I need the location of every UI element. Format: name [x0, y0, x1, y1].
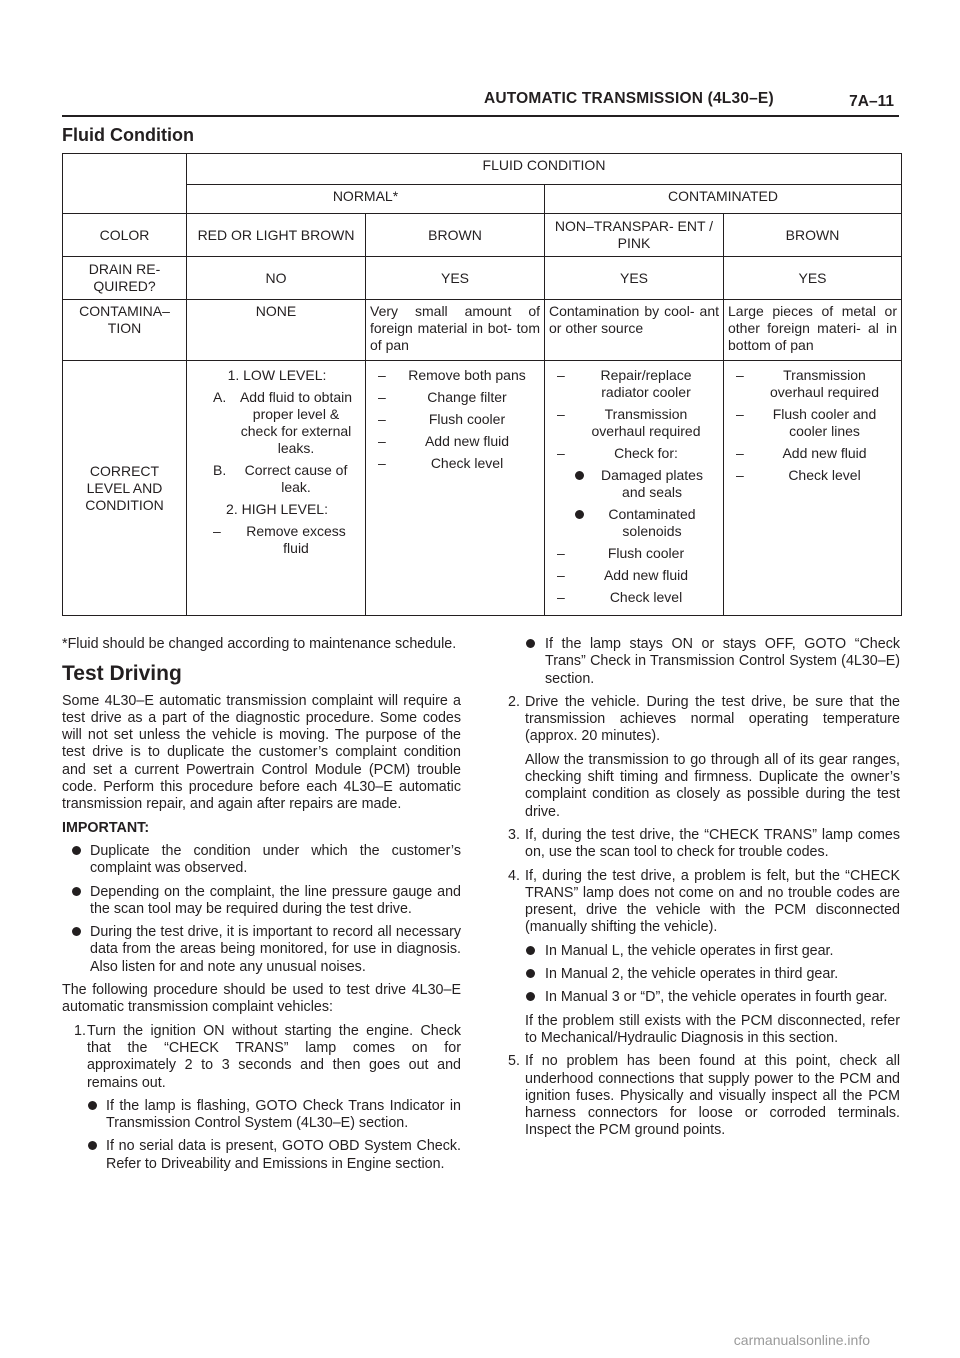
row-label-drain: DRAIN RE- QUIRED? [63, 257, 187, 300]
bullet-item: If the lamp stays ON or stays OFF, GOTO “Check Trans” Check in Transmission Control System (4L30–E) section. [500, 636, 900, 688]
table-cell: Very small amount of foreign material in bot- tom of pan [366, 300, 545, 361]
list-item [555, 406, 715, 440]
list-item [555, 506, 715, 540]
table-cell: BROWN [366, 214, 545, 257]
list-item: A. Add fluid to obtain proper level & check for external leaks. [213, 389, 353, 456]
dash-marker: – [557, 445, 565, 461]
list-item [734, 467, 893, 484]
list-item-text: Duplicate the condition under which the customer’s complaint was observed. [90, 842, 461, 877]
list-item [555, 467, 715, 501]
table-row [63, 257, 902, 300]
normal-header-cell: NORMAL* [187, 185, 545, 214]
bullet-icon [526, 636, 535, 653]
table-subheader-row [63, 185, 902, 214]
left-column [62, 636, 461, 1179]
dash-marker: – [378, 455, 386, 471]
table-row [63, 361, 902, 616]
list-item [376, 367, 536, 384]
bullet-icon [88, 1098, 97, 1115]
list-item-text: Repair/replace radiator cooler [600, 367, 692, 400]
list-item-text: Depending on the complaint, the line pressure gauge and the scan tool may be required during the test drive. [90, 883, 461, 917]
table-cell: Large pieces of metal or other foreign materi- al in bottom of pan [724, 300, 902, 361]
list-item-text: During the test drive, it is important to record all necessary data from the areas being monitored, for use in diagnosis. Also listen for and note any unusual noises. [90, 924, 461, 975]
list-item [734, 406, 893, 440]
list-item [376, 389, 536, 406]
list-item [376, 411, 536, 428]
bullet-icon [72, 924, 81, 941]
list-item [62, 884, 461, 919]
dash-marker: – [736, 406, 744, 422]
actions-cell-2 [366, 361, 545, 616]
step-4-note: If the problem still exists with the PCM disconnected, refer to Mechanical/Hydraulic Diagnosis in this section. [525, 1012, 900, 1046]
list-item-text: Contaminated solenoids [608, 506, 696, 539]
page-header [0, 0, 960, 120]
table-cell: NO [187, 257, 366, 300]
list-item-text: Flush cooler [607, 545, 685, 561]
table-cell: BROWN [724, 214, 902, 257]
bullet-icon [526, 943, 535, 960]
list-item-text: If the lamp is flashing, GOTO Check Trans Indicator in Transmission Control System (4L30–E) section. [106, 1097, 461, 1132]
step-1: 1. Turn the ignition ON without starting the engine. Check that the “CHECK TRANS” lamp comes on for approximately 2 to 3 seconds and then goes out and remains out. [74, 1022, 461, 1091]
table-cell: YES [724, 257, 902, 300]
table-header-row [63, 154, 902, 185]
bullet-icon [72, 843, 81, 860]
low-high-level-cell [187, 361, 366, 616]
list-item [500, 966, 900, 983]
step-1-bullets [62, 1098, 461, 1173]
bullet-icon [526, 989, 535, 1006]
list-item-text: Flush cooler [428, 411, 506, 427]
important-label: IMPORTANT: [62, 819, 150, 836]
list-item [734, 367, 893, 401]
row-label-correct: CORRECT LEVEL AND CONDITION [63, 361, 187, 616]
list-item-text: Transmission overhaul required [770, 367, 879, 400]
list-item-text: Check for: [614, 445, 678, 461]
list-item [62, 1098, 461, 1133]
procedure-intro: The following procedure should be used to test drive 4L30–E automatic transmission complaint vehicles: [62, 982, 461, 1016]
bullet-icon [88, 1138, 97, 1155]
intro-paragraph: Some 4L30–E automatic transmission complaint will require a test drive as a part of the diagnostic procedure. Some codes will not set unless the vehicle is moving. The purpose of the test drive is to duplicate the customer’s complaint condition and set a current Powertrain Control Module (PCM) trouble code. Perform this procedure before each 4L30–E automatic transmission repair, and again after repairs are made. [62, 692, 461, 813]
table-cell: YES [545, 257, 724, 300]
right-column [500, 636, 900, 1146]
list-item-text: Transmission overhaul required [591, 406, 701, 439]
actions-cell-4 [724, 361, 902, 616]
step-5: 5. If no problem has been found at this point, check all underhood connections that supply power to the PCM and ignition fuses. Physically and visually inspect all the PCM harness connectors for loose or corroded terminals. Inspect the PCM ground points. [508, 1053, 900, 1139]
step-2: 2. Drive the vehicle. During the test drive, be sure that the transmission achieves normal operating temperature (approx. 20 minutes). [508, 693, 900, 745]
header-rule [62, 115, 899, 117]
list-item-text: If no serial data is present, GOTO OBD System Check. Refer to Driveability and Emissions in Engine section. [106, 1138, 461, 1172]
row-label-contamination: CONTAMINA– TION [63, 300, 187, 361]
dash-marker: – [557, 367, 565, 383]
list-item-text: Remove both pans [408, 367, 526, 383]
row-label-color: COLOR [63, 214, 187, 257]
watermark: carmanualsonline.info [733, 1332, 870, 1348]
list-item [555, 445, 715, 462]
bullet-icon [575, 506, 584, 523]
list-item-text: Damaged plates and seals [601, 467, 703, 500]
list-item [62, 924, 461, 976]
dash-marker: – [557, 567, 565, 583]
group-header-cell: FLUID CONDITION [187, 154, 902, 185]
list-item: 2. HIGH LEVEL: [226, 501, 328, 517]
list-item-text: Add new fluid [603, 567, 689, 583]
list-item [376, 433, 536, 450]
list-item-text: Flush cooler and cooler lines [772, 406, 877, 439]
bullet-icon [72, 884, 81, 901]
dash-marker: – [736, 445, 744, 461]
list-item-text: Check level [609, 589, 683, 605]
dash-marker: – [378, 433, 386, 449]
list-item-text: Check level [788, 467, 861, 483]
dash-marker: – [557, 406, 565, 422]
actions-cell-3 [545, 361, 724, 616]
list-item [62, 1138, 461, 1173]
table-row [63, 214, 902, 257]
list-item-text: Check level [430, 455, 504, 471]
list-item [62, 843, 461, 878]
list-item [555, 589, 715, 606]
table-cell: Contamination by cool- ant or other source [545, 300, 724, 361]
list-item-text: Change filter [427, 389, 507, 405]
list-item: – Remove excess fluid [213, 523, 346, 556]
list-item [376, 455, 536, 472]
section-heading: Test Driving [62, 662, 182, 686]
list-item-text: In Manual 2, the vehicle operates in third gear. [545, 966, 839, 983]
list-item [500, 989, 900, 1006]
dash-marker: – [378, 367, 386, 383]
dash-marker: – [378, 411, 386, 427]
important-bullets [62, 843, 461, 976]
dash-marker: – [557, 589, 565, 605]
dash-marker: – [557, 545, 565, 561]
footnote: *Fluid should be changed according to maintenance schedule. [62, 636, 457, 652]
list-item [555, 545, 715, 562]
fluid-condition-table [62, 153, 902, 616]
dash-marker: – [736, 467, 744, 483]
header-title: AUTOMATIC TRANSMISSION (4L30–E) [484, 90, 774, 107]
step-4-bullets [500, 943, 900, 1007]
list-item-text: Add new fluid [782, 445, 867, 461]
step-4: 4. If, during the test drive, a problem is felt, but the “CHECK TRANS” lamp does not come on and no trouble codes are present, drive the vehicle with the PCM disconnected (manually shifting the vehicle). [508, 867, 900, 936]
list-item: 1. LOW LEVEL: [227, 367, 327, 383]
bullet-icon [575, 467, 584, 484]
table-row [63, 300, 902, 361]
list-item-text: In Manual 3 or “D”, the vehicle operates in fourth gear. [545, 989, 888, 1006]
contaminated-header-cell: CONTAMINATED [545, 185, 902, 214]
list-item [734, 445, 893, 462]
list-item [555, 567, 715, 584]
list-item-text: In Manual L, the vehicle operates in first gear. [545, 942, 834, 959]
step-3: 3. If, during the test drive, the “CHECK TRANS” lamp comes on, use the scan tool to check for trouble codes. [508, 826, 900, 861]
list-item: B. Correct cause of leak. [213, 462, 348, 495]
section-title: Fluid Condition [62, 125, 194, 145]
table-cell: NON–TRANSPAR- ENT / PINK [545, 214, 724, 257]
bullet-icon [526, 966, 535, 983]
dash-marker: – [378, 389, 386, 405]
dash-marker: – [736, 367, 744, 383]
step-2-note: Allow the transmission to go through all of its gear ranges, checking shift timing and firmness. Duplicate the owner’s complaint condition as closely as possible during the test drive. [525, 751, 900, 820]
list-item [555, 367, 715, 401]
table-cell: NONE [187, 300, 366, 361]
table-cell: RED OR LIGHT BROWN [187, 214, 366, 257]
corner-cell [63, 154, 187, 214]
table-cell: YES [366, 257, 545, 300]
page-number: 7A–11 [849, 93, 894, 110]
list-item-text: Add new fluid [424, 433, 510, 449]
list-item [500, 943, 900, 960]
